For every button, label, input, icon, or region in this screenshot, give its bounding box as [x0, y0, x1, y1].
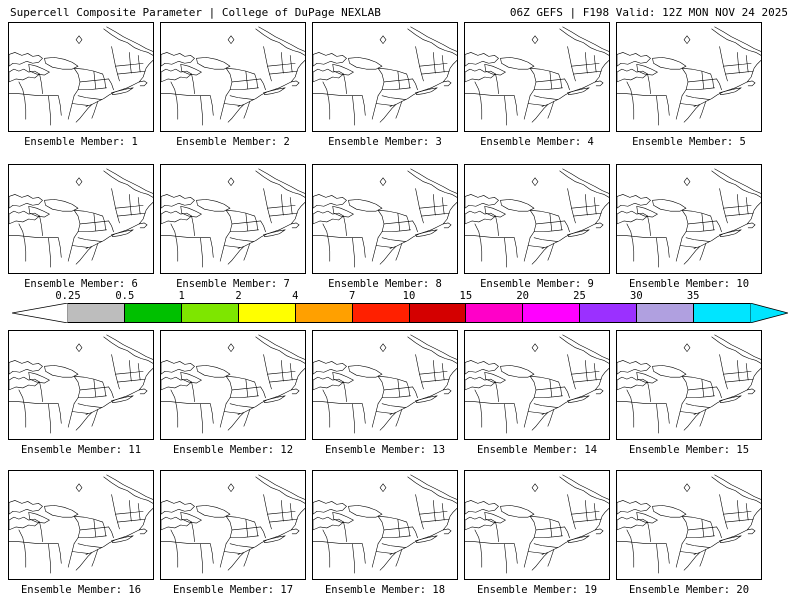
ensemble-member-label: Ensemble Member: 19 [476, 584, 598, 596]
ensemble-member-label: Ensemble Member: 12 [172, 444, 294, 456]
ensemble-member-panel[interactable] [160, 470, 306, 580]
colorbar-tick-label: 30 [630, 290, 643, 302]
ensemble-member-label: Ensemble Member: 20 [628, 584, 750, 596]
colorbar-segment [124, 303, 181, 323]
colorbar [12, 290, 788, 323]
ensemble-member-panel[interactable] [616, 22, 762, 132]
map-outline [617, 471, 761, 579]
colorbar-tick-label: 20 [516, 290, 529, 302]
colorbar-segment [181, 303, 238, 323]
ensemble-member-label: Ensemble Member: 1 [24, 136, 138, 148]
ensemble-member-panel[interactable] [312, 330, 458, 440]
ensemble-member-panel[interactable] [616, 330, 762, 440]
colorbar-tick-label: 25 [573, 290, 586, 302]
ensemble-member-label: Ensemble Member: 18 [324, 584, 446, 596]
colorbar-segment [522, 303, 579, 323]
map-outline [465, 331, 609, 439]
colorbar-swatches [12, 303, 788, 323]
colorbar-tick-labels [12, 290, 788, 303]
map-outline [617, 165, 761, 273]
map-outline [161, 471, 305, 579]
ensemble-member-panel[interactable] [160, 164, 306, 274]
colorbar-segment-group [68, 303, 750, 323]
colorbar-segment [579, 303, 636, 323]
ensemble-member-label: Ensemble Member: 16 [20, 584, 142, 596]
model-run-info: 06Z GEFS | F198 Valid: 12Z MON NOV 24 2025 [509, 6, 788, 19]
colorbar-tick-label: 7 [348, 290, 356, 302]
ensemble-member-label: Ensemble Member: 8 [328, 278, 442, 290]
colorbar-segment [465, 303, 522, 323]
map-outline [465, 471, 609, 579]
ensemble-member-panel[interactable] [464, 164, 610, 274]
page-title: Supercell Composite Parameter | College of DuPage NEXLAB [10, 6, 381, 19]
ensemble-member-panel[interactable] [160, 22, 306, 132]
ensemble-member-label: Ensemble Member: 15 [628, 444, 750, 456]
ensemble-member-panel[interactable] [312, 470, 458, 580]
ensemble-member-label: Ensemble Member: 3 [328, 136, 442, 148]
colorbar-tick-label: 1 [178, 290, 185, 302]
colorbar-segment [693, 303, 750, 323]
map-outline [313, 165, 457, 273]
map-outline [313, 471, 457, 579]
ensemble-member-label: Ensemble Member: 2 [176, 136, 290, 148]
map-outline [161, 331, 305, 439]
map-outline [465, 23, 609, 131]
colorbar-tick-label: 0.25 [55, 290, 81, 302]
ensemble-member-panel[interactable] [464, 470, 610, 580]
ensemble-member-panel[interactable] [160, 330, 306, 440]
colorbar-tick-label: 10 [402, 290, 416, 302]
ensemble-member-label: Ensemble Member: 13 [324, 444, 446, 456]
ensemble-member-panel[interactable] [616, 164, 762, 274]
map-outline [161, 23, 305, 131]
map-outline [9, 165, 153, 273]
colorbar-min-arrow [12, 303, 68, 323]
ensemble-member-panel[interactable] [464, 22, 610, 132]
ensemble-member-panel[interactable] [464, 330, 610, 440]
ensemble-member-label: Ensemble Member: 6 [24, 278, 138, 290]
map-outline [465, 165, 609, 273]
ensemble-member-panel[interactable] [8, 164, 154, 274]
map-outline [617, 23, 761, 131]
colorbar-tick-label: 15 [459, 290, 473, 302]
colorbar-tick-label: 4 [292, 290, 299, 302]
ensemble-member-label: Ensemble Member: 7 [176, 278, 290, 290]
map-outline [313, 331, 457, 439]
ensemble-member-label: Ensemble Member: 4 [480, 136, 594, 148]
map-outline [313, 23, 457, 131]
ensemble-member-label: Ensemble Member: 10 [628, 278, 750, 290]
ensemble-member-panel[interactable] [312, 164, 458, 274]
colorbar-tick-label: 35 [686, 290, 700, 302]
colorbar-segment [295, 303, 352, 323]
colorbar-segment [352, 303, 409, 323]
ensemble-member-panel[interactable] [8, 330, 154, 440]
colorbar-segment [68, 303, 124, 323]
ensemble-member-panel[interactable] [8, 470, 154, 580]
ensemble-member-label: Ensemble Member: 11 [20, 444, 142, 456]
ensemble-member-panel[interactable] [616, 470, 762, 580]
ensemble-member-panel[interactable] [312, 22, 458, 132]
colorbar-segment [409, 303, 466, 323]
map-outline [161, 165, 305, 273]
ensemble-member-label: Ensemble Member: 9 [480, 278, 594, 290]
header [0, 6, 800, 22]
colorbar-tick-label: 2 [235, 290, 242, 302]
colorbar-segment [238, 303, 295, 323]
ensemble-member-label: Ensemble Member: 14 [476, 444, 598, 456]
ensemble-member-label: Ensemble Member: 17 [172, 584, 294, 596]
ensemble-member-panel[interactable] [8, 22, 154, 132]
map-outline [9, 471, 153, 579]
colorbar-max-arrow [750, 303, 788, 323]
map-outline [9, 331, 153, 439]
colorbar-tick-label: 0.5 [115, 290, 135, 302]
map-outline [617, 331, 761, 439]
colorbar-segment [636, 303, 693, 323]
map-outline [9, 23, 153, 131]
ensemble-member-label: Ensemble Member: 5 [632, 136, 746, 148]
